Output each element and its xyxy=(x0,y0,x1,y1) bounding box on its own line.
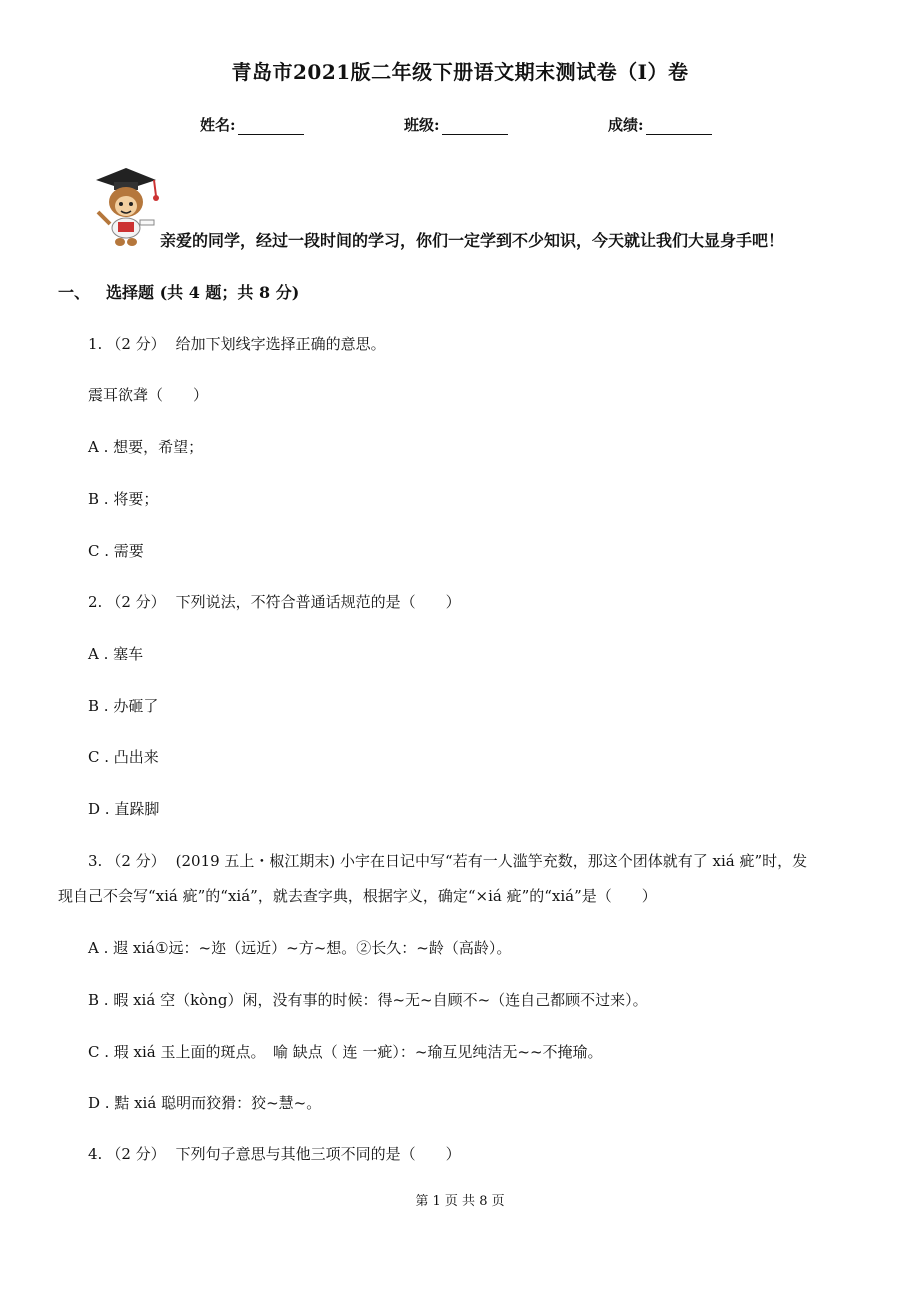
option-c: C . 凸出来 xyxy=(88,748,159,766)
option-b: B . 办砸了 xyxy=(88,697,159,715)
greeting-text: 亲爱的同学，经过一段时间的学习，你们一定学到不少知识，今天就让我们大显身手吧！ xyxy=(160,231,785,250)
question-1 xyxy=(88,333,386,354)
section-number: 一、 xyxy=(58,283,91,302)
section-heading xyxy=(58,280,299,303)
question-text-line2: 现自己不会写“xiá 疵”的“xiá”，就去查字典，根据字义，确定“×iá 疵”的“xiá”是（ ） xyxy=(58,887,657,905)
question-text: 给加下划线字选择正确的意思。 xyxy=(175,335,386,353)
option-a: A . 遐 xiá①远：~迩（远近）~方~想。②长久：~龄（高龄）。 xyxy=(88,939,512,957)
question-2 xyxy=(88,591,461,612)
question-stem: 震耳欲聋（ ） xyxy=(88,386,209,404)
page-footer: 第 1 页 共 8 页 xyxy=(415,1194,505,1209)
class-label: 班级: xyxy=(404,116,440,134)
question-points: （2 分） xyxy=(106,852,166,870)
option-d: D . 直跺脚 xyxy=(88,800,160,818)
option-a: A . 塞车 xyxy=(88,645,144,663)
question-text-line1: (2019 五上・椒江期末) 小宇在日记中写“若有一人滥竽充数，那这个团体就有了 xiá 疵”时，发 xyxy=(175,852,808,870)
question-points: （2 分） xyxy=(106,335,166,353)
score-field xyxy=(608,114,712,135)
question-text: 下列说法，不符合普通话规范的是（ ） xyxy=(175,593,461,611)
question-text: 下列句子意思与其他三项不同的是（ ） xyxy=(175,1145,461,1163)
score-blank xyxy=(646,120,712,135)
name-blank xyxy=(238,120,304,135)
option-a: A . 想要，希望； xyxy=(88,438,204,456)
option-b: B . 将要； xyxy=(88,490,159,508)
name-field xyxy=(200,114,304,135)
class-blank xyxy=(442,120,508,135)
option-c: C . 需要 xyxy=(88,542,144,560)
page-title: 青岛市2021版二年级下册语文期末测试卷（I）卷 xyxy=(231,60,689,84)
question-number: 1. xyxy=(88,335,103,353)
question-points: （2 分） xyxy=(106,1145,166,1163)
question-number: 2. xyxy=(88,593,103,611)
class-field xyxy=(404,114,508,135)
question-number: 3. xyxy=(88,852,103,870)
question-points: （2 分） xyxy=(106,593,166,611)
mascot-illustration xyxy=(84,164,164,250)
option-b: B . 暇 xiá 空（kòng）闲，没有事的时候：得~无~自顾不~（连自己都顾不过来）。 xyxy=(88,991,648,1009)
option-d: D . 黠 xiá 聪明而狡猾：狡~慧~。 xyxy=(88,1094,322,1112)
score-label: 成绩: xyxy=(608,116,644,134)
name-label: 姓名: xyxy=(200,116,236,134)
option-c: C . 瑕 xiá 玉上面的斑点。 喻 缺点（ 连 一疵）：~瑜互见纯洁无~~不掩瑜。 xyxy=(88,1043,603,1061)
question-3 xyxy=(88,850,868,871)
question-4 xyxy=(88,1143,461,1164)
section-title: 选择题 (共 4 题；共 8 分) xyxy=(106,283,300,302)
question-number: 4. xyxy=(88,1145,103,1163)
